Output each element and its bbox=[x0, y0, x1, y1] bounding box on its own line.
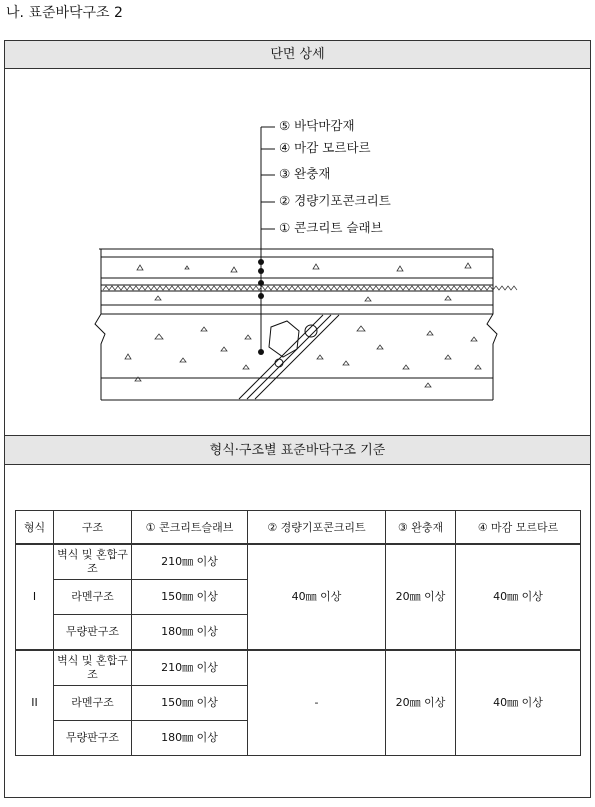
slab-cell: 150㎜ 이상 bbox=[132, 686, 248, 721]
slab-cell: 210㎜ 이상 bbox=[132, 650, 248, 686]
header-foam-concrete: ② 경량기포콘크리트 bbox=[248, 511, 386, 545]
callout-finish-material: ⑤ 바닥마감재 bbox=[279, 118, 355, 133]
mortar-cell: 40㎜ 이상 bbox=[456, 544, 581, 650]
structure-cell: 무량판구조 bbox=[54, 721, 132, 756]
cross-section-drawing bbox=[5, 69, 590, 435]
structure-cell: 라멘구조 bbox=[54, 580, 132, 615]
structure-cell: 무량판구조 bbox=[54, 615, 132, 651]
layer-lines bbox=[95, 249, 497, 400]
slab-cell: 180㎜ 이상 bbox=[132, 721, 248, 756]
embedded-pipe bbox=[239, 315, 339, 399]
callout-buffer: ③ 완충재 bbox=[279, 166, 331, 181]
leader-lines bbox=[261, 127, 275, 354]
table-row bbox=[16, 650, 581, 686]
foam-cell: 40㎜ 이상 bbox=[248, 544, 386, 650]
mortar-cell: 40㎜ 이상 bbox=[456, 650, 581, 756]
table-row bbox=[16, 544, 581, 580]
structure-cell: 벽식 및 혼합구조 bbox=[54, 650, 132, 686]
callout-concrete-slab: ① 콘크리트 슬래브 bbox=[279, 220, 383, 235]
type-cell: I bbox=[16, 544, 54, 650]
table-header-row bbox=[16, 511, 581, 545]
header-structure: 구조 bbox=[54, 511, 132, 545]
header-buffer: ③ 완충재 bbox=[386, 511, 456, 545]
buffer-hatch bbox=[103, 286, 517, 290]
callout-finish-mortar: ④ 마감 모르타르 bbox=[279, 140, 371, 155]
structure-cell: 벽식 및 혼합구조 bbox=[54, 544, 132, 580]
header-type: 형식 bbox=[16, 511, 54, 545]
type-cell: II bbox=[16, 650, 54, 756]
section-detail-title: 단면 상세 bbox=[5, 41, 590, 69]
aggregate-marks bbox=[125, 263, 481, 387]
structure-cell: 라멘구조 bbox=[54, 686, 132, 721]
floor-structure-frame bbox=[4, 40, 591, 798]
standard-structure-title: 형식·구조별 표준바닥구조 기준 bbox=[5, 435, 590, 465]
slab-cell: 150㎜ 이상 bbox=[132, 580, 248, 615]
page-heading: 나. 표준바닥구조 2 bbox=[6, 5, 123, 21]
header-mortar: ④ 마감 모르타르 bbox=[456, 511, 581, 545]
slab-cell: 210㎜ 이상 bbox=[132, 544, 248, 580]
callout-foam-concrete: ② 경량기포콘크리트 bbox=[279, 193, 391, 208]
foam-cell: - bbox=[248, 650, 386, 756]
header-slab: ① 콘크리트슬래브 bbox=[132, 511, 248, 545]
buffer-cell: 20㎜ 이상 bbox=[386, 650, 456, 756]
buffer-cell: 20㎜ 이상 bbox=[386, 544, 456, 650]
standard-floor-table bbox=[15, 510, 581, 756]
slab-cell: 180㎜ 이상 bbox=[132, 615, 248, 651]
